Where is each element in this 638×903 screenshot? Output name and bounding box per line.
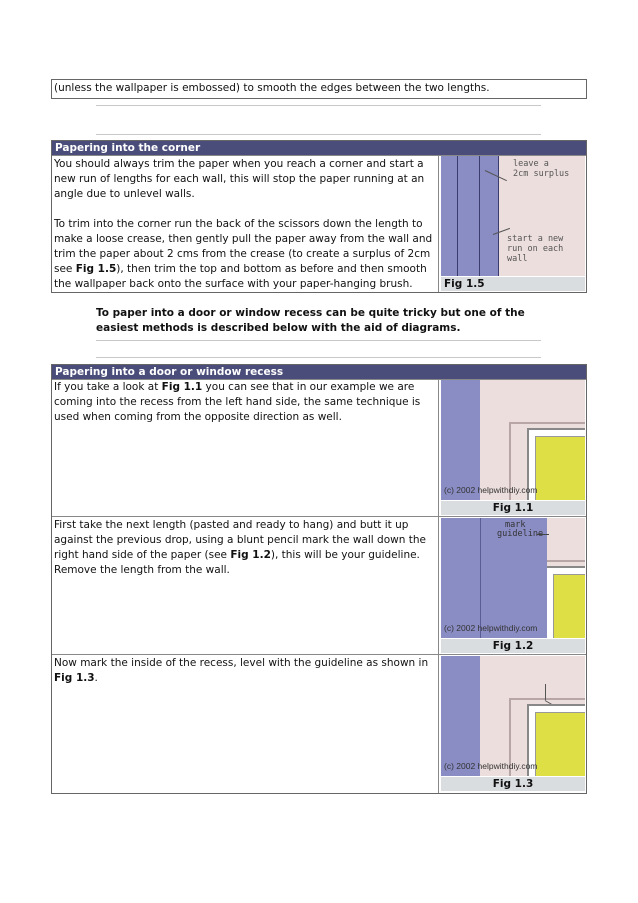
corner-line (498, 156, 499, 276)
fig-1-2-image (441, 518, 585, 638)
fig-1-5-image (441, 156, 585, 276)
fig-1-5-caption: Fig 1.5 (441, 277, 585, 291)
fig-1-1-caption: Fig 1.1 (441, 501, 585, 515)
corner-para2-text (54, 217, 436, 292)
fig-1-3-caption: Fig 1.3 (441, 777, 585, 791)
fig-1-2-caption: Fig 1.2 (441, 639, 585, 653)
door-panel (553, 574, 585, 638)
divider (96, 357, 541, 358)
recess-row-1-text (54, 380, 436, 425)
divider (96, 105, 541, 106)
wallpaper-strip (441, 156, 499, 276)
text-run: To trim into the corner run the back of the scissors down the length to make a loose crease, then gently pull the paper away from the wall and trim the paper about 2 cms from the crease (to create a surplus of 2cm see (54, 218, 433, 275)
text-run: you can see that in our example we are coming into the recess from the left hand side, the same technique is used when coming from the opposite direction as well. (54, 381, 421, 423)
corner-line (457, 156, 458, 276)
recess-row-3-text (54, 656, 436, 686)
guideline-note-line2: guideline (497, 529, 544, 539)
table-rule (438, 155, 439, 292)
fig-reference: Fig 1.2 (230, 549, 271, 561)
fig-reference: Fig 1.1 (161, 381, 203, 393)
table-rule (438, 379, 439, 793)
corner-para1-text: You should always trim the paper when you reach a corner and start a new run of lengths for each wall, this will stop the paper running at an angle due to unlevel walls. (54, 158, 425, 200)
previous-drop (441, 518, 480, 638)
corner-line (479, 156, 480, 276)
copyright: (c) 2002 helpwithdiy.com (444, 485, 538, 495)
divider (96, 340, 541, 341)
surplus-note-line2: 2cm surplus (513, 169, 570, 179)
door-panel (535, 712, 585, 776)
recess-mark (545, 684, 546, 700)
fig-reference: Fig 1.5 (75, 263, 117, 275)
text-run: First take the next length (pasted and ready to hang) and butt it up against the previous drop, using a blunt pencil mark the wall down the right hand side of the paper (see (54, 519, 426, 561)
continued-text: (unless the wallpaper is embossed) to smooth the edges between the two lengths. (54, 82, 490, 94)
fig-reference: Fig 1.3 (54, 672, 95, 684)
fig-1-3-image (441, 656, 585, 776)
copyright: (c) 2002 helpwithdiy.com (444, 623, 538, 633)
guideline-note-line1: mark (505, 520, 526, 530)
recess-row-2-text (54, 518, 436, 578)
new-run-note-line1: start a new (507, 234, 564, 244)
copyright: (c) 2002 helpwithdiy.com (444, 761, 538, 771)
section-title: Papering into the corner (52, 141, 586, 155)
corner-paragraph-1 (54, 157, 436, 307)
text-run: ), then trim the top and bottom as before and then smooth the wallpaper back onto the surface with your paper-hanging brush. (54, 263, 427, 290)
new-run-note-line2: run on each wall (507, 244, 564, 264)
fig-1-1-image (441, 380, 585, 500)
section-title: Papering into a door or window recess (52, 365, 586, 379)
text-run: . (94, 672, 98, 684)
table-rule (52, 516, 586, 517)
wallpaper-strip (441, 656, 480, 776)
text-run: Now mark the inside of the recess, level with the guideline as shown in (54, 657, 429, 669)
intro-line-2: easiest methods is described below with the aid of diagrams. (96, 322, 461, 334)
table-rule (52, 654, 586, 655)
text-run: ), this will be your guideline. Remove the length from the wall. (54, 549, 420, 576)
divider (96, 134, 541, 135)
surplus-note-line1: leave a (513, 159, 549, 169)
wallpaper-strip (441, 380, 480, 500)
door-panel (535, 436, 585, 500)
intro-line-1: To paper into a door or window recess can be quite tricky but one of the (96, 307, 525, 319)
text-run: If you take a look at (54, 381, 162, 393)
